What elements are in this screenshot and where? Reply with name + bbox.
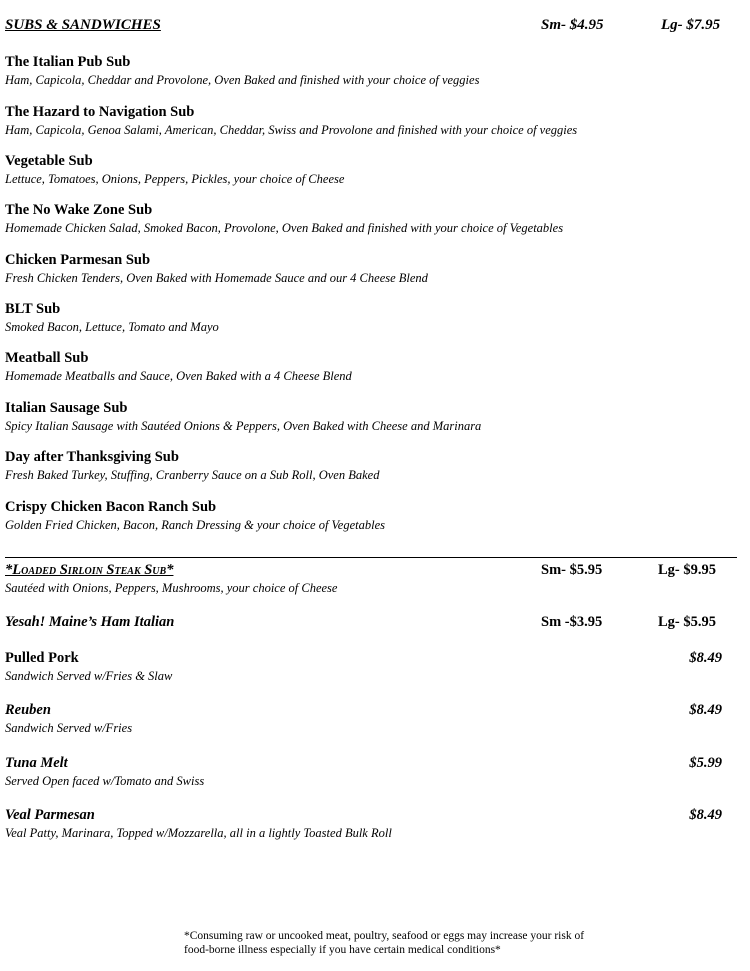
sandwich-name: Pulled Pork xyxy=(5,650,79,666)
menu-item-name: Chicken Parmesan Sub xyxy=(5,252,151,268)
menu-item-name: The Italian Pub Sub xyxy=(5,54,131,70)
section-divider xyxy=(5,557,737,558)
steak-sub-price-large: Lg- $9.95 xyxy=(658,562,716,578)
price-small-header: Sm- $4.95 xyxy=(541,17,604,33)
sandwich-desc: Served Open faced w/Tomato and Swiss xyxy=(5,774,205,788)
menu-item-desc: Lettuce, Tomatoes, Onions, Peppers, Pickles, your choice of Cheese xyxy=(5,172,345,186)
menu-item-desc: Spicy Italian Sausage with Sautéed Onions & Peppers, Oven Baked with Cheese and Marinara xyxy=(5,419,482,433)
ham-italian-price-large: Lg- $5.95 xyxy=(658,614,716,630)
menu-item-desc: Smoked Bacon, Lettuce, Tomato and Mayo xyxy=(5,320,219,334)
sandwich-name: Tuna Melt xyxy=(5,755,68,771)
sandwich-name: Veal Parmesan xyxy=(5,807,95,823)
menu-item-name: BLT Sub xyxy=(5,301,61,317)
menu-item-desc: Golden Fried Chicken, Bacon, Ranch Dressing & your choice of Vegetables xyxy=(5,518,385,532)
menu-item-desc: Homemade Chicken Salad, Smoked Bacon, Provolone, Oven Baked and finished with your choice of Vegetables xyxy=(5,221,564,235)
menu-item-desc: Ham, Capicola, Cheddar and Provolone, Oven Baked and finished with your choice of veggies xyxy=(5,73,480,87)
menu-item-desc: Homemade Meatballs and Sauce, Oven Baked with a 4 Cheese Blend xyxy=(5,369,352,383)
menu-item-name: The No Wake Zone Sub xyxy=(5,202,153,218)
sandwich-desc: Sandwich Served w/Fries xyxy=(5,721,133,735)
food-safety-footnote: *Consuming raw or uncooked meat, poultry, seafood or eggs may increase your risk of food-borne illness especially if you have certain medical conditions* xyxy=(184,930,585,956)
menu-item-name: Italian Sausage Sub xyxy=(5,400,128,416)
menu-item-name: Meatball Sub xyxy=(5,350,89,366)
sandwich-name: Reuben xyxy=(5,702,51,718)
steak-sub-desc: Sautéed with Onions, Peppers, Mushrooms, your choice of Cheese xyxy=(5,581,338,595)
menu-item-desc: Ham, Capicola, Genoa Salami, American, Cheddar, Swiss and Provolone and finished with your choice of veggies xyxy=(5,123,578,137)
sandwich-desc: Sandwich Served w/Fries & Slaw xyxy=(5,669,173,683)
sandwich-price: $8.49 xyxy=(689,702,722,718)
sandwich-price: $5.99 xyxy=(689,755,722,771)
sandwich-price: $8.49 xyxy=(689,650,722,666)
steak-sub-price-small: Sm- $5.95 xyxy=(541,562,603,578)
menu-item-desc: Fresh Baked Turkey, Stuffing, Cranberry Sauce on a Sub Roll, Oven Baked xyxy=(5,468,380,482)
menu-item-name: Crispy Chicken Bacon Ranch Sub xyxy=(5,499,217,515)
sandwich-desc: Veal Patty, Marinara, Topped w/Mozzarella, all in a lightly Toasted Bulk Roll xyxy=(5,826,392,840)
section-title: SUBS & SANDWICHES xyxy=(5,17,161,33)
ham-italian-price-small: Sm -$3.95 xyxy=(541,614,603,630)
sandwich-price: $8.49 xyxy=(689,807,722,823)
ham-italian-name: Yesah! Maine’s Ham Italian xyxy=(5,614,175,630)
steak-sub-name: *Loaded Sirloin Steak Sub* xyxy=(5,562,174,578)
menu-item-desc: Fresh Chicken Tenders, Oven Baked with Homemade Sauce and our 4 Cheese Blend xyxy=(5,271,428,285)
price-large-header: Lg- $7.95 xyxy=(661,17,721,33)
menu-item-name: Vegetable Sub xyxy=(5,153,93,169)
menu-item-name: Day after Thanksgiving Sub xyxy=(5,449,179,465)
menu-item-name: The Hazard to Navigation Sub xyxy=(5,104,195,120)
